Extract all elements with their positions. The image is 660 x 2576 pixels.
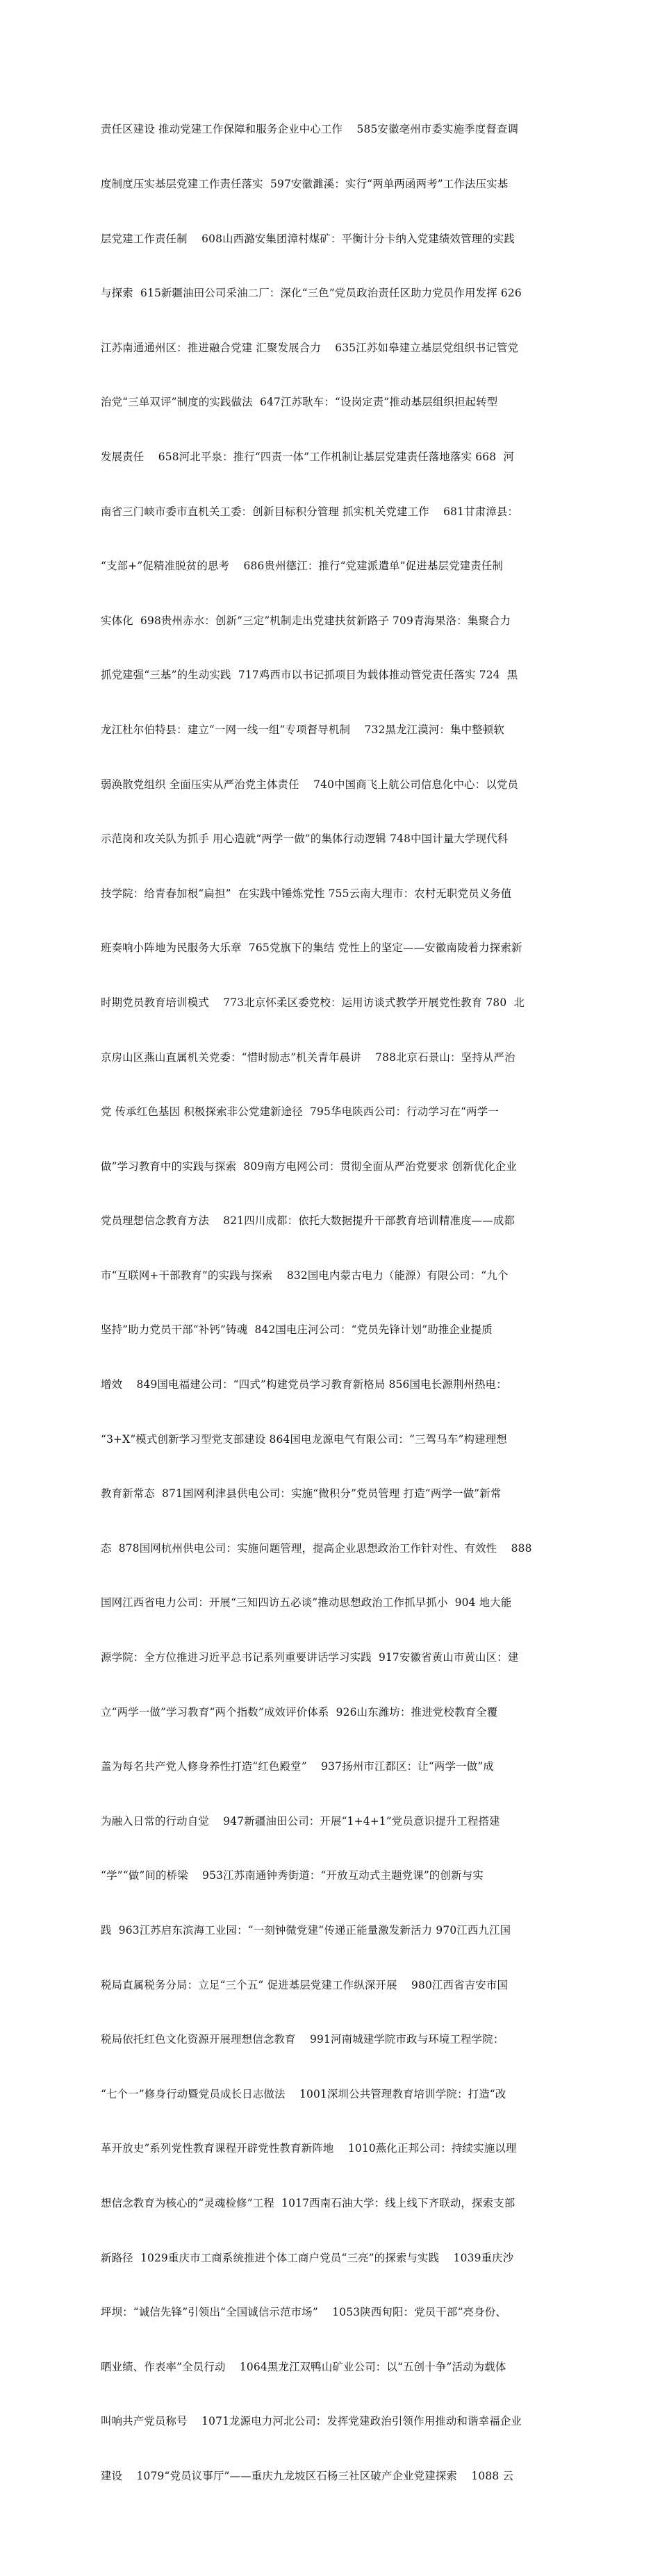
- text-line: 龙江杜尔伯特县：建立“一网一线一组”专项督导机制 732黑龙江漠河：集中整顿软: [101, 723, 504, 736]
- text-line: 层党建工作责任制 608山西潞安集团漳村煤矿：平衡计分卡纳入党建绩效管理的实践: [101, 232, 515, 245]
- text-line: 治党“三单双评”制度的实践做法 647江苏耿车：“设岗定责”推动基层组织担起转型: [101, 396, 498, 409]
- text-line: 坚持”助力党员干部“补钙”铸魂 842国电庄河公司：“党员先锋计划”助推企业提质: [101, 1323, 493, 1337]
- text-line: 做”学习教育中的实践与探索 809南方电网公司：贯彻全面从严治党要求 创新优化企业: [101, 1160, 517, 1173]
- text-line: 实体化 698贵州赤水：创新“三定”机制走出党建扶贫新路子 709青海果洛：集聚合力: [101, 614, 511, 627]
- text-line: 教育新常态 871国网利津县供电公司：实施“微积分”党员管理 打造“两学一做”新常: [101, 1487, 502, 1500]
- text-line: 时期党员教育培训模式 773北京怀柔区委党校：运用访谈式教学开展党性教育 780 北: [101, 996, 525, 1009]
- text-line: 党 传承红色基因 积极探索非公党建新途径 795华电陕西公司：行动学习在“两学一: [101, 1105, 499, 1119]
- text-line: 度制度压实基层党建工作责任落实 597安徽濉溪：实行“两单两函两考”工作法压实基: [101, 178, 509, 190]
- document-body-text: [101, 84, 566, 2576]
- text-line: 盖为每名共产党人修身养性打造“红色殿堂” 937扬州市江都区：让“两学一做”成: [101, 1760, 494, 1773]
- text-line: 为融入日常的行动自觉 947新疆油田公司：开展“1+4+1”党员意识提升工程搭建: [101, 1814, 500, 1828]
- text-line: 党员理想信念教育方法 821四川成都：依托大数据提升干部教育培训精准度——成都: [101, 1214, 515, 1228]
- text-line: 晒业绩、作表率”全员行动 1064黑龙江双鸭山矿业公司：以“五创十争”活动为载体: [101, 2360, 506, 2373]
- text-line: 税局依托红色文化资源开展理想信念教育 991河南城建学院市政与环境工程学院：: [101, 2033, 504, 2046]
- text-line: 源学院：全方位推进习近平总书记系列重要讲话学习实践 917安徽省黄山市黄山区：建: [101, 1651, 519, 1664]
- text-line: 弱涣散党组织 全面压实从严治党主体责任 740中国商飞上航公司信息化中心：以党员: [101, 778, 519, 791]
- text-line: 与探索 615新疆油田公司采油二厂：深化“三色”党员政治责任区助力党员作用发挥 626: [101, 287, 522, 300]
- text-line: “3+X”模式创新学习型党支部建设 864国电龙源电气有限公司：“三驾马车”构建理想: [101, 1432, 507, 1446]
- text-line: 市“互联网+干部教育”的实践与探索 832国电内蒙古电力（能源）有限公司：“九个: [101, 1269, 509, 1282]
- text-line: 践 963江苏启东滨海工业园：“一刻钟微党建”传递正能量激发新活力 970江西九江国: [101, 1924, 511, 1937]
- text-line: 国网江西省电力公司：开展“三知四访五必谈”推动思想政治工作抓早抓小 904 地大能: [101, 1596, 512, 1609]
- text-line: 示范岗和攻关队为抓手 用心造就“两学一做”的集体行动逻辑 748中国计量大学现代科: [101, 833, 509, 846]
- text-line: [101, 2522, 566, 2540]
- text-line: “支部+”促精准脱贫的思考 686贵州德江：推行“党建派遣单”促进基层党建责任制: [101, 560, 504, 573]
- text-line: 叫响共产党员称号 1071龙源电力河北公司：发挥党建政治引领作用推动和谐幸福企业: [101, 2415, 522, 2428]
- text-line: 技学院：给青春加根“扁担” 在实践中锤炼党性 755云南大理市：农村无职党员义务值: [101, 887, 512, 900]
- text-line: 建设 1079“党员议事厅”——重庆九龙坡区石杨三社区破产企业党建探索 1088 云: [101, 2469, 514, 2482]
- text-line: 态 878国网杭州供电公司：实施问题管理，提高企业思想政治工作针对性、有效性 888: [101, 1541, 532, 1555]
- text-line: 坪坝：“诚信先锋”引领出“全国诚信示范市场” 1053陕西旬阳：党员干部“亮身份、: [101, 2306, 506, 2319]
- text-line: “七个一”修身行动暨党员成长日志做法 1001深圳公共管理教育培训学院：打造“改: [101, 2087, 506, 2100]
- text-line: 发展责任 658河北平泉：推行“四责一体”工作机制让基层党建责任落地落实 668 河: [101, 450, 515, 463]
- text-line: 新路径 1029重庆市工商系统推进个体工商户党员“三亮”的探索与实践 1039重庆沙: [101, 2251, 514, 2264]
- text-line: 立“两学一做”学习教育“两个指数”成效评价体系 926山东潍坊：推进党校教育全覆: [101, 1705, 498, 1718]
- text-line: 责任区建设 推动党建工作保障和服务企业中心工作 585安徽亳州市委实施季度督查调: [101, 123, 519, 136]
- text-line: 革开放史”系列党性教育课程开辟党性教育新阵地 1010燕化正邦公司：持续实施以理: [101, 2142, 517, 2155]
- text-line: 班奏响小阵地为民服务大乐章 765党旗下的集结 党性上的坚定——安徽南陵着力探索新: [101, 942, 522, 955]
- text-line: 想信念教育为核心的“灵魂检修”工程 1017西南石油大学：线上线下齐联动，探索支部: [101, 2196, 515, 2209]
- text-line: 抓党建强“三基”的生动实践 717鸡西市以书记抓项目为载体推动管党责任落实 724 黑: [101, 669, 518, 682]
- text-line: “学”“做”间的桥梁 953江苏南通钟秀街道：“开放互动式主题党课”的创新与实: [101, 1869, 484, 1882]
- text-line: 税局直属税务分局：立足“三个五” 促进基层党建工作纵深开展 980江西省吉安市国: [101, 1978, 509, 1991]
- text-line: 京房山区燕山直属机关党委：“惜时励志”机关青年晨讲 788北京石景山：坚持从严治: [101, 1051, 515, 1064]
- text-line: 增效 849国电福建公司：“四式”构建党员学习教育新格局 856国电长源荆州热电：: [101, 1378, 507, 1391]
- text-line: 南省三门峡市委市直机关工委：创新目标积分管理 抓实机关党建工作 681甘肃漳县：: [101, 505, 519, 518]
- text-line: 江苏南通通州区：推进融合党建 汇聚发展合力 635江苏如皋建立基层党组织书记管党: [101, 341, 519, 354]
